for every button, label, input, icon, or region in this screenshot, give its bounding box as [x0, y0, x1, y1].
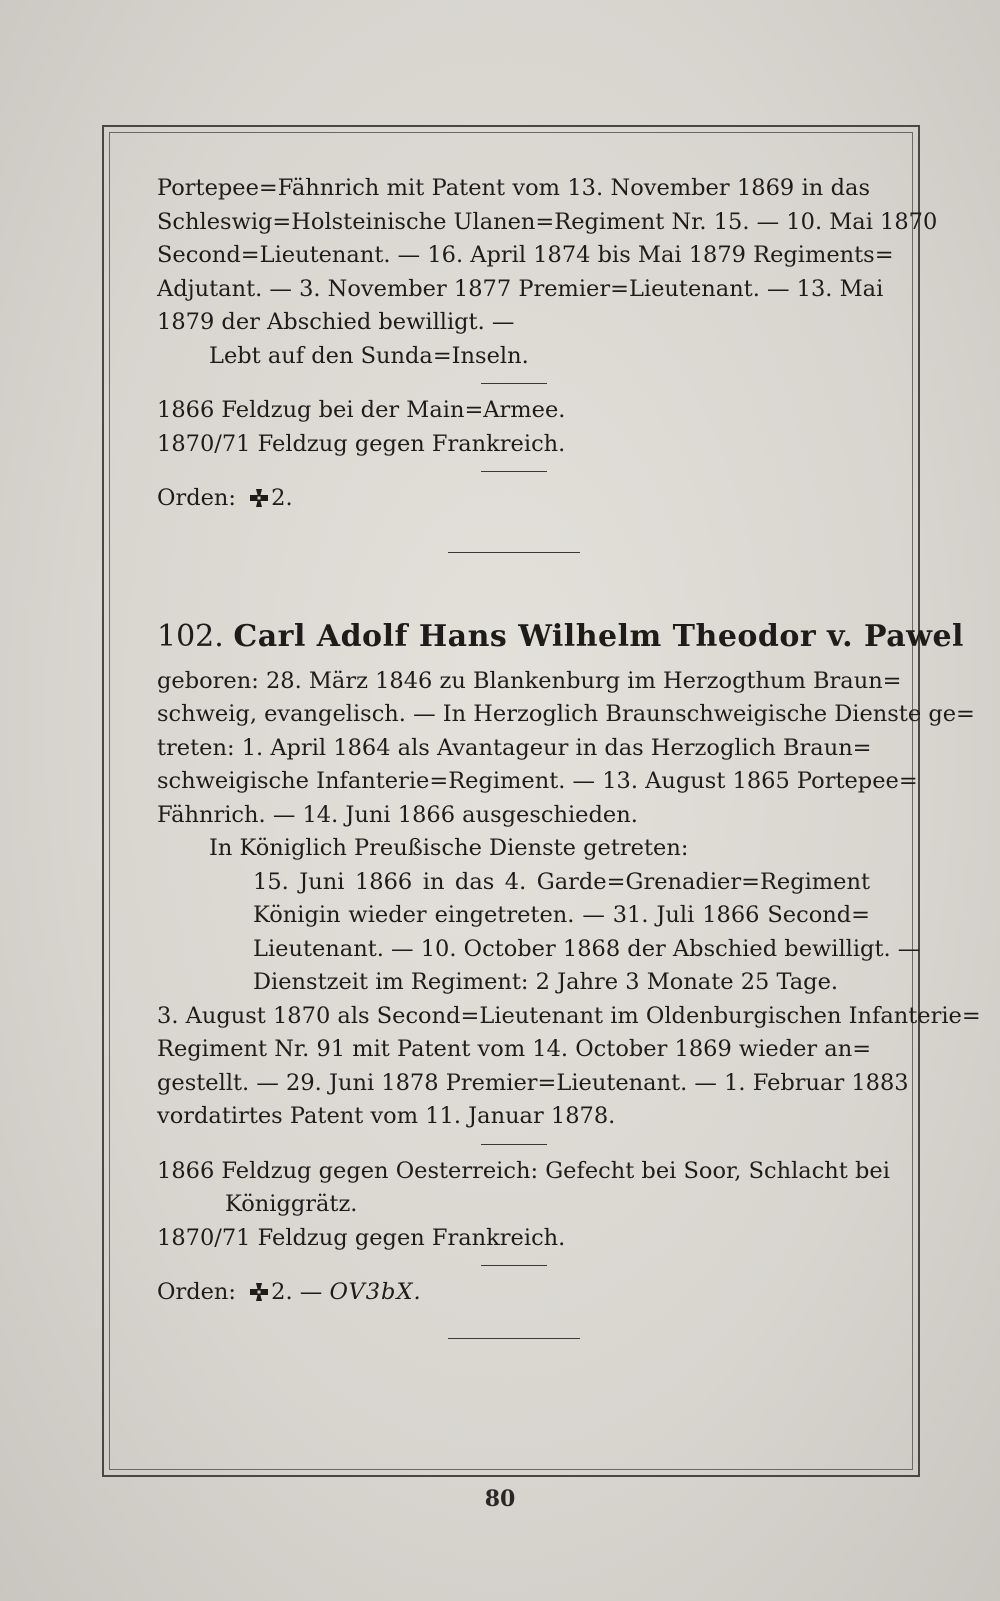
orders-value: 2. — [271, 485, 293, 511]
page-number: 80 — [484, 1486, 516, 1512]
iron-cross-icon — [249, 488, 269, 508]
section-divider — [481, 383, 547, 384]
text-line: Regiment Nr. 91 mit Patent vom 14. October 1869 wieder an= — [157, 1036, 872, 1062]
text-line: Schleswig=Holsteinische Ulanen=Regiment Nr. 15. — 10. Mai 1870 — [157, 208, 938, 235]
campaign-line: 1866 Feldzug bei der Main=Armee. — [157, 397, 566, 423]
text-line: Second=Lieutenant. — 16. April 1874 bis Mai 1879 Regiments= — [157, 242, 894, 268]
text-line: Fähnrich. — 14. Juni 1866 ausgeschieden. — [157, 801, 638, 828]
entry-separator — [448, 1338, 580, 1339]
campaign-line: 1870/71 Feldzug gegen Frankreich. — [157, 1224, 566, 1251]
text-line: schweigische Infanterie=Regiment. — 13. August 1865 Portepee= — [157, 768, 918, 794]
text-line: treten: 1. April 1864 als Avantageur in das Herzoglich Braun= — [157, 734, 872, 761]
residence-line: Lebt auf den Sunda=Inseln. — [209, 342, 529, 369]
campaign-line-continuation: Königgrätz. — [225, 1191, 358, 1217]
section-divider — [481, 471, 547, 472]
orders-label: Orden: — [157, 485, 236, 511]
entry-name: Carl Adolf Hans Wilhelm Theodor v. Pawel — [233, 618, 964, 654]
text-line: schweig, evangelisch. — In Herzoglich Braunschweigische Dienste ge= — [157, 701, 975, 727]
text-line: Dienstzeit im Regiment: 2 Jahre 3 Monate 25 Tage. — [253, 969, 839, 995]
text-line: Portepee=Fähnrich mit Patent vom 13. November 1869 in das — [157, 175, 870, 201]
text-line: gestellt. — 29. Juni 1878 Premier=Lieutenant. — 1. Februar 1883 — [157, 1069, 909, 1096]
entry-number: 102. — [157, 618, 224, 654]
entry-separator — [448, 552, 580, 553]
campaign-line: 1870/71 Feldzug gegen Frankreich. — [157, 430, 566, 457]
text-line: Adjutant. — 3. November 1877 Premier=Lieutenant. — 13. Mai — [157, 275, 884, 302]
text-line: 3. August 1870 als Second=Lieutenant im Oldenburgischen Infanterie= — [157, 1002, 981, 1029]
orders-extra: OV3bX. — [329, 1279, 422, 1305]
entry-heading — [157, 617, 964, 657]
page-content — [157, 172, 981, 1339]
text-line: 1879 der Abschied bewilligt. — — [157, 309, 515, 335]
orders-label: Orden: — [157, 1279, 236, 1305]
orders-value: 2. — — [271, 1279, 323, 1305]
text-line: vordatirtes Patent vom 11. Januar 1878. — [157, 1103, 616, 1129]
iron-cross-icon — [249, 1282, 269, 1302]
text-line: geboren: 28. März 1846 zu Blankenburg im Herzogthum Braun= — [157, 667, 902, 694]
campaign-line: 1866 Feldzug gegen Oesterreich: Gefecht bei Soor, Schlacht bei — [157, 1157, 890, 1184]
text-line: Königin wieder eingetreten. — 31. Juli 1866 Second= — [253, 902, 870, 928]
section-divider — [481, 1144, 547, 1145]
text-line: Lieutenant. — 10. October 1868 der Abschied bewilligt. — — [253, 935, 921, 962]
section-divider — [481, 1265, 547, 1266]
prussian-service-intro: In Königlich Preußische Dienste getreten: — [209, 835, 689, 861]
orders-line — [157, 482, 870, 516]
orders-line — [157, 1276, 870, 1310]
text-line: 15. Juni 1866 in das 4. Garde=Grenadier=Regiment — [253, 868, 870, 895]
